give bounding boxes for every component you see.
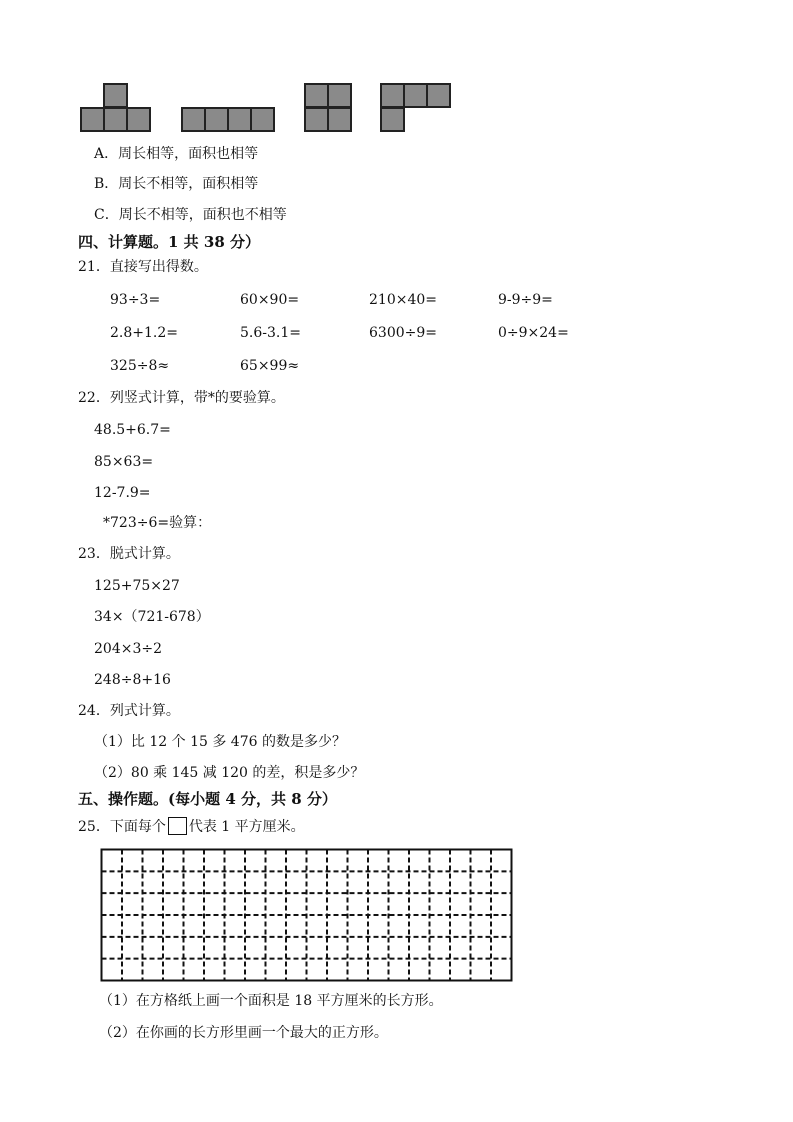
square-grid-paper[interactable] — [100, 848, 514, 982]
q23-item: 248÷8+16 — [94, 672, 171, 688]
shape-line — [182, 108, 274, 131]
q24-item: （1）比 12 个 15 多 476 的数是多少？ — [94, 734, 346, 750]
q21-item: 9-9÷9= — [498, 292, 553, 308]
q21-item: 325÷8≈ — [110, 358, 170, 374]
q25-prompt-before: 25．下面每个 — [78, 819, 166, 835]
q25-item: （2）在你画的长方形里画一个最大的正方形。 — [99, 1025, 388, 1041]
shape-t — [81, 84, 150, 131]
q22-prompt: 22．列竖式计算，带*的要验算。 — [78, 390, 285, 406]
q21-item: 5.6-3.1= — [240, 325, 301, 341]
shape-square — [305, 84, 351, 131]
q21-item: 0÷9×24= — [498, 325, 569, 341]
q23-item: 125+75×27 — [94, 578, 180, 594]
unit-square-icon — [168, 817, 187, 835]
q23-item: 34×（721-678） — [94, 609, 210, 625]
q23-item: 204×3÷2 — [94, 641, 162, 657]
q22-item: 85×63= — [94, 454, 154, 470]
q25-prompt — [78, 817, 305, 835]
q21-item: 6300÷9= — [369, 325, 437, 341]
q22-item: 12-7.9= — [94, 485, 151, 501]
q24-item: （2）80 乘 145 减 120 的差，积是多少？ — [94, 765, 365, 781]
shape-l — [381, 84, 450, 131]
section-5-title: 五、操作题。(每小题 4 分，共 8 分） — [78, 790, 337, 808]
q21-item: 65×99≈ — [240, 358, 300, 374]
q21-item: 60×90= — [240, 292, 300, 308]
q21-item: 93÷3= — [110, 292, 161, 308]
q22-item: *723÷6=验算： — [103, 515, 212, 531]
option-a: A．周长相等，面积也相等 — [94, 146, 259, 162]
q22-item: 48.5+6.7= — [94, 422, 171, 438]
q21-item: 2.8+1.2= — [110, 325, 178, 341]
section-4-title: 四、计算题。1 共 38 分） — [78, 233, 260, 251]
tetromino-shapes — [78, 82, 458, 134]
q21-prompt: 21．直接写出得数。 — [78, 259, 208, 275]
q24-prompt: 24．列式计算。 — [78, 703, 180, 719]
option-b: B．周长不相等，面积相等 — [94, 176, 259, 192]
q25-prompt-after: 代表 1 平方厘米。 — [188, 819, 305, 835]
q25-item: （1）在方格纸上画一个面积是 18 平方厘米的长方形。 — [99, 993, 443, 1009]
q23-prompt: 23．脱式计算。 — [78, 546, 180, 562]
q21-item: 210×40= — [369, 292, 437, 308]
option-c: C．周长不相等，面积也不相等 — [94, 207, 287, 223]
